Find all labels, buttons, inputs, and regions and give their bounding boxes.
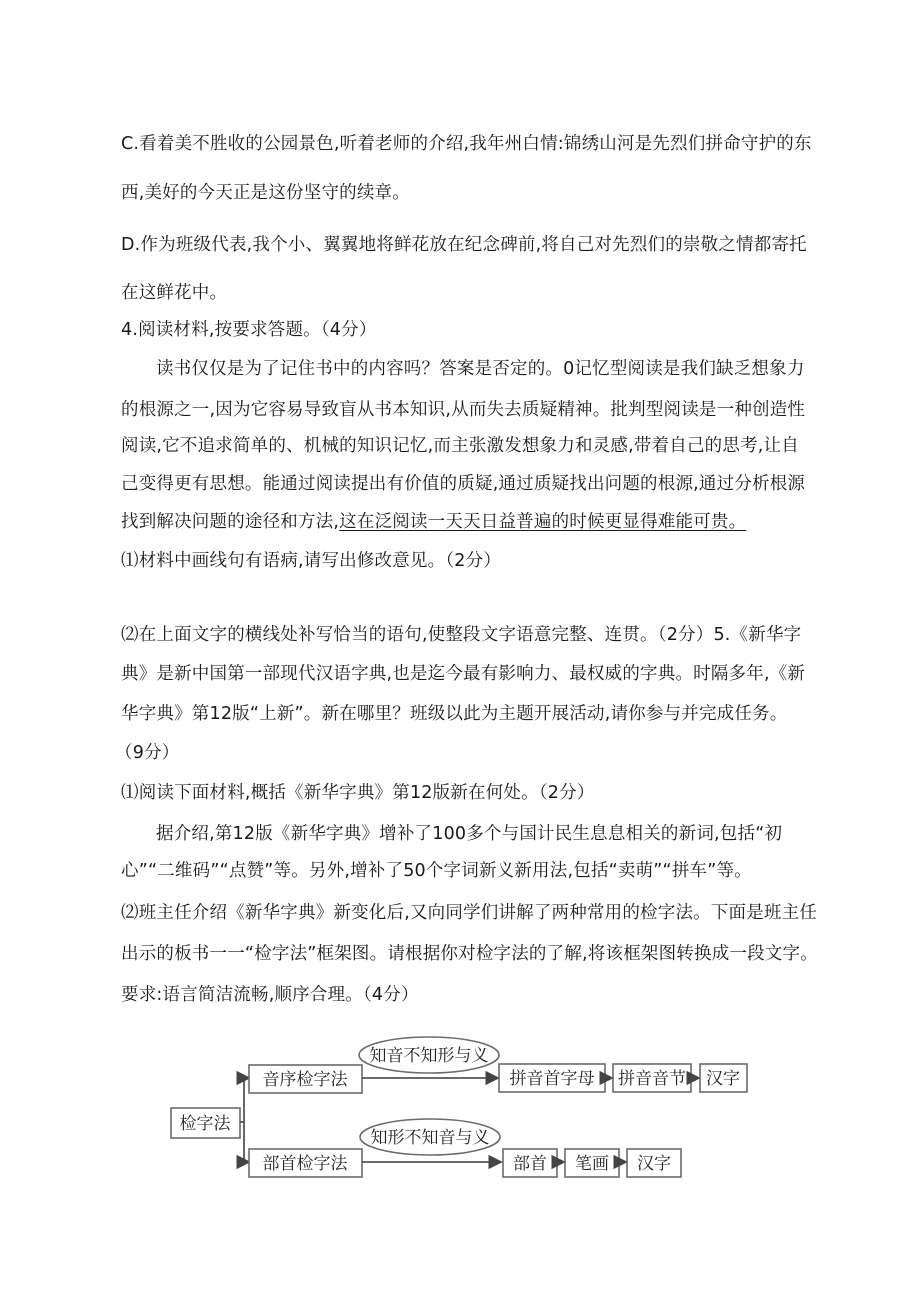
question-5-line3: 华字典》第12版“上新”。新在哪里？班级以此为主题开展活动,请你参与并完成任务。 bbox=[121, 704, 788, 724]
underlined-sentence: 这在泛阅读一天天日益普遍的时候更显得难能可贵。 bbox=[339, 512, 747, 532]
question-5-1: ⑴阅读下面材料,概括《新华字典》第12版新在何处。（2分） bbox=[121, 783, 595, 803]
question-4-title: 4.阅读材料,按要求答题。（4分） bbox=[121, 320, 377, 340]
material-line3: 阅读,它不追求简单的、机械的知识记忆,而主张激发想象力和灵感,带着自己的思考,让自 bbox=[121, 436, 799, 456]
condition-2-label: 知形不知音与义 bbox=[370, 1128, 490, 1148]
method-1-label: 音序检字法 bbox=[262, 1070, 348, 1090]
option-c-line1: C.看着美不胜收的公园景色,听着老师的介绍,我年州白情:锦绣山河是先烈们拼命守护的东 bbox=[121, 134, 812, 154]
material-line2: 的根源之一,因为它容易导致盲从书本知识,从而失去质疑精神。批判型阅读是一种创造性 bbox=[121, 400, 806, 420]
question-5-score: （9分） bbox=[115, 743, 180, 763]
step-2-3-label: 汉字 bbox=[637, 1154, 671, 1174]
news-line1: 据介绍,第12版《新华字典》增补了100多个与国计民生息息相关的新词,包括“初 bbox=[156, 824, 783, 844]
condition-1-label: 知音不知形与义 bbox=[369, 1046, 489, 1066]
question-4-2-and-5-line1: ⑵在上面文字的横线处补写恰当的语句,使整段文字语意完整、连贯。（2分）5.《新华字 bbox=[121, 625, 802, 645]
option-d-line2: 在这鲜花中。 bbox=[121, 283, 228, 303]
question-5-2-line2: 出示的板书一一“检字法”框架图。请根据你对检字法的了解,将该框架图转换成一段文字。 bbox=[121, 944, 818, 964]
material-line5-start: 找到解决问题的途径和方法, bbox=[121, 512, 340, 532]
step-2-2-label: 笔画 bbox=[575, 1154, 609, 1174]
step-1-2-label: 拼音音节 bbox=[618, 1069, 686, 1089]
method-2-label: 部首检字法 bbox=[262, 1154, 348, 1174]
step-1-3-label: 汉字 bbox=[706, 1069, 740, 1089]
question-5-line2: 典》是新中国第一部现代汉语字典,也是迄今最有影响力、最权威的字典。时隔多年,《新 bbox=[121, 664, 806, 684]
question-4-1: ⑴材料中画线句有语病,请写出修改意见。（2分） bbox=[121, 551, 502, 571]
step-1-1-label: 拼音首字母 bbox=[509, 1069, 595, 1089]
step-2-1-label: 部首 bbox=[513, 1154, 547, 1174]
question-5-2-line3: 要求:语言简洁流畅,顺序合理。（4分） bbox=[121, 985, 419, 1005]
option-c-line2: 西,美好的今天正是这份坚守的续章。 bbox=[121, 183, 410, 203]
option-d-line1: D.作为班级代表,我个小、翼翼地将鲜花放在纪念碑前,将自己对先烈们的崇敬之情都寄托 bbox=[121, 235, 807, 255]
news-line2: 心”“二维码”“点赞”等。另外,增补了50个字词新义新用法,包括“卖萌”“拼车”等。 bbox=[121, 861, 752, 881]
material-line1: 读书仅仅是为了记住书中的内容吗？答案是否定的。0记忆型阅读是我们缺乏想象力 bbox=[156, 359, 805, 379]
root-label: 检字法 bbox=[179, 1114, 231, 1134]
question-5-2-line1: ⑵班主任介绍《新华字典》新变化后,又向同学们讲解了两种常用的检字法。下面是班主任 bbox=[121, 903, 818, 923]
material-line4: 己变得更有思想。能通过阅读提出有价值的质疑,通过质疑找出问题的根源,通过分析根源 bbox=[121, 474, 806, 494]
